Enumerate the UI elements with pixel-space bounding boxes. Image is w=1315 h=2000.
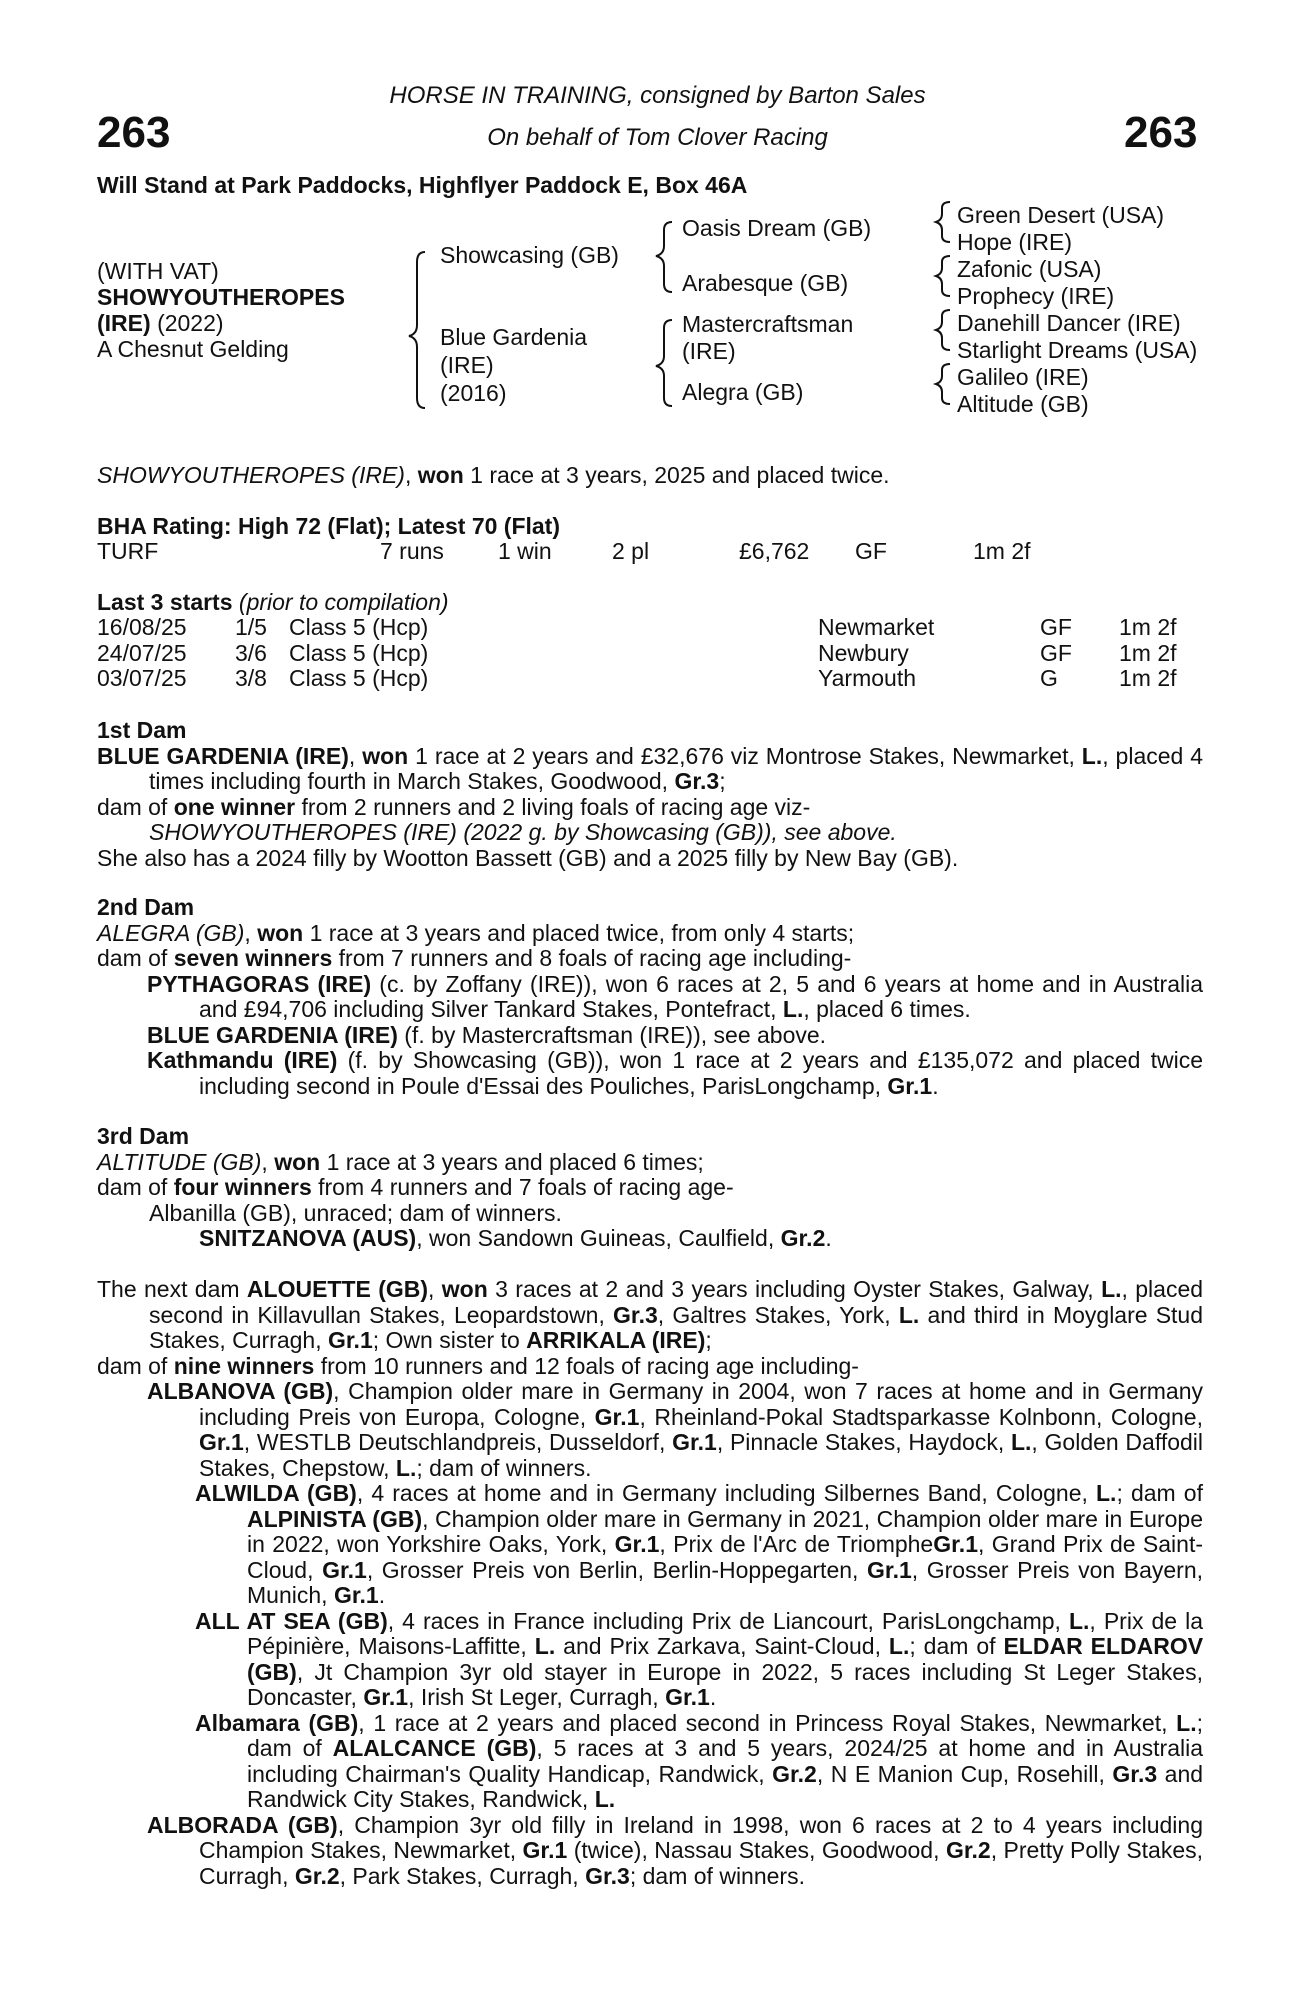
third-dam-record: ALTITUDE (GB), won 1 race at 3 years and placed 6 times; (97, 1148, 704, 1175)
start-distance: 1m 2f (1119, 614, 1177, 640)
progeny-detail: , Irish St Leger, Curragh, (408, 1684, 659, 1710)
sale-title: HORSE IN TRAINING, consigned by Barton Sales (389, 82, 926, 109)
second-dam-section (97, 895, 1203, 1099)
brace-ss (936, 202, 950, 242)
record-text: The next dam (97, 1276, 240, 1302)
group-label: Gr.1 (594, 1403, 640, 1430)
third-dam-section (97, 1124, 1203, 1252)
progeny-entry-alborada (97, 1813, 1203, 1890)
next-dam-record: The next dam ALOUETTE (GB), won 3 races at 2 and 3 years including Oyster Stakes, Galway, L., placed second in Killavullan Stakes, Leopardstown, Gr.3, Galtres Stakes, York, L. and third in Moyglare Stud Stakes, Curragh, Gr.1; Own sister to ARRIKALA (IRE); (97, 1276, 1204, 1353)
progeny-name: SHOWYOUTHEROPES (IRE) (149, 819, 457, 845)
winners-count: four winners (173, 1174, 312, 1200)
progeny-detail: ; dam of winners. (629, 1862, 805, 1889)
group-label: Gr.3 (585, 1862, 630, 1889)
start-going: G (1040, 665, 1058, 691)
start-date: 24/07/25 (97, 639, 187, 666)
progeny-name: ALBORADA (GB) (147, 1811, 338, 1838)
first-dam-name: BLUE GARDENIA (IRE) (97, 742, 349, 769)
dam-of-label: dam of (97, 1352, 168, 1379)
dam-of-label: dam of (97, 793, 168, 820)
group-label: Gr.1 (672, 1429, 717, 1455)
progeny-name: Kathmandu (IRE) (147, 1047, 338, 1073)
progeny-detail: . (709, 1684, 717, 1710)
progeny-detail: , Rheinland-Pokal Stadtsparkasse Kolnbonn, Cologne, (639, 1403, 1203, 1430)
turf-prize: £6,762 (739, 538, 810, 564)
start-distance: 1m 2f (1119, 639, 1177, 666)
progeny-detail: , 4 races in France including Prix de Liancourt, ParisLongchamp, (387, 1607, 1061, 1634)
listed-label: L. (888, 1633, 910, 1659)
progeny-detail: , Grosser Preis von Berlin, Berlin-Hoppegarten, (366, 1556, 859, 1583)
group-label: Gr.1 (665, 1684, 710, 1710)
record-text: from 4 runners and 7 foals of racing age- (318, 1174, 734, 1200)
winners-count: one winner (173, 793, 296, 820)
progeny-detail: ; dam of (1116, 1480, 1203, 1506)
progeny-detail: , WESTLB Deutschlandpreis, Dusseldorf, (243, 1429, 666, 1455)
progeny-entry-albanova (97, 1379, 1203, 1481)
start-going: GF (1040, 639, 1072, 666)
won-label: won (274, 1148, 321, 1175)
first-dam-produce (97, 795, 1203, 821)
horse-name: SHOWYOUTHEROPES (97, 284, 345, 310)
g3-dss: Danehill Dancer (IRE) (957, 310, 1181, 336)
dam-of-label: dam of (97, 1174, 168, 1200)
record-text: 3 races at 2 and 3 years including Oyster Stakes, Galway, (495, 1276, 1094, 1302)
horse-year: (2022) (157, 310, 224, 336)
group-label: Gr.1 (867, 1556, 912, 1583)
group-label: Gr.1 (933, 1531, 978, 1557)
turf-wins: 1 win (498, 538, 552, 564)
progeny-detail: ; dam of (909, 1633, 996, 1659)
last3-row (97, 615, 1227, 641)
third-dam-produce (97, 1175, 1203, 1201)
brace-dd (936, 364, 950, 404)
progeny-name: ALBANOVA (GB) (147, 1378, 334, 1404)
listed-label: L. (1010, 1429, 1032, 1455)
turf-going: GF (855, 538, 887, 564)
start-date: 16/08/25 (97, 614, 187, 640)
g3-dds: Galileo (IRE) (957, 364, 1089, 390)
grand-progeny-name: ALPINISTA (GB) (247, 1505, 423, 1532)
group-label: Gr.2 (772, 1760, 817, 1787)
group-label: Gr.1 (199, 1429, 244, 1455)
progeny-name: ALWILDA (GB) (195, 1480, 357, 1506)
progeny-name: ALL AT SEA (GB) (195, 1607, 388, 1634)
listed-label: L. (395, 1454, 417, 1481)
progeny-detail: ; dam of (247, 1709, 1203, 1761)
progeny-detail: , 5 races at 3 and 5 years, 2024/25 at home and in Australia including Chairman's Quality Handicap, Randwick, (247, 1735, 1204, 1787)
brace-ds (936, 310, 950, 350)
listed-label: L. (1068, 1607, 1090, 1634)
group-label: Gr.3 (1112, 1760, 1158, 1787)
start-position: 3/8 (235, 665, 267, 691)
group-label: Gr.1 (522, 1837, 568, 1863)
group-label: Gr.1 (333, 1582, 379, 1608)
sister-name: ARRIKALA (IRE) (526, 1327, 706, 1353)
listed-label: L. (594, 1786, 616, 1812)
start-class: Class 5 (Hcp) (289, 639, 429, 666)
progeny-detail: , Prix de la Pépinière, Maisons-Laffitte, (247, 1607, 1204, 1659)
brace-dam (656, 320, 672, 406)
progeny-entry (97, 972, 1203, 1023)
vat-label: (WITH VAT) (97, 258, 219, 284)
progeny-detail: (c. by Zoffany (IRE)), won 6 races at 2, 5 and 6 years at home and in Australia and £94,706 including Silver Tankard Stakes, Pontefract, (199, 970, 1204, 1022)
record-text: from 7 runners and 8 foals of racing age including- (338, 945, 852, 971)
start-course: Yarmouth (818, 665, 917, 691)
progeny-name: SNITZANOVA (AUS) (199, 1225, 417, 1251)
progeny-detail: and Prix Zarkava, Saint-Cloud, (563, 1633, 881, 1659)
g3-sds: Zafonic (USA) (957, 256, 1102, 282)
record-text: from 10 runners and 12 foals of racing age including- (320, 1352, 859, 1379)
sire: Showcasing (GB) (440, 242, 619, 268)
last3-note: (prior to compilation) (238, 589, 449, 615)
progeny-detail: ; dam of winners. (416, 1454, 592, 1481)
g3-dsd: Starlight Dreams (USA) (957, 337, 1198, 363)
first-dam-also: She also has a 2024 filly by Wootton Bassett (GB) and a 2025 filly by New Bay (GB). (97, 844, 959, 871)
progeny-detail: , 1 race at 2 years and placed second in Princess Royal Stakes, Newmarket, (358, 1709, 1168, 1736)
record-text: ; (719, 768, 726, 794)
turf-surface: TURF (97, 538, 159, 564)
progeny-detail: . (378, 1582, 386, 1608)
brace-sd (936, 256, 950, 296)
progeny-name: BLUE GARDENIA (IRE) (147, 1021, 398, 1048)
dam-sire-line2: (IRE) (682, 338, 736, 364)
sire-dam: Arabesque (GB) (682, 270, 849, 296)
third-dam-name: ALTITUDE (GB) (97, 1148, 262, 1175)
summary-won: won (417, 462, 464, 488)
progeny-entry-albamara (97, 1711, 1203, 1813)
summary-rest: 1 race at 3 years, 2025 and placed twice. (470, 462, 890, 488)
progeny-name: PYTHAGORAS (IRE) (147, 970, 372, 997)
progeny-detail: , Champion 3yr old filly in Ireland in 1998, won 6 races at 2 to 4 years including Champion Stakes, Newmarket, (199, 1811, 1203, 1863)
progeny-detail: , Golden Daffodil Stakes, Chepstow, (199, 1429, 1204, 1481)
dam-of-label: dam of (97, 945, 168, 971)
brace-main (409, 252, 425, 408)
progeny-detail: , Pinnacle Stakes, Haydock, (716, 1429, 1005, 1455)
dam-line3: (2016) (440, 380, 507, 406)
start-class: Class 5 (Hcp) (289, 665, 429, 691)
group-label: Gr.2 (294, 1862, 340, 1889)
turf-distance: 1m 2f (973, 538, 1031, 564)
record-text: 1 race at 2 years and £32,676 viz Montrose Stakes, Newmarket, (415, 742, 1075, 769)
start-course: Newbury (818, 639, 909, 666)
second-dam-heading: 2nd Dam (97, 894, 195, 920)
last3-row (97, 641, 1227, 667)
progeny-detail: , won Sandown Guineas, Caulfield, (416, 1225, 775, 1251)
second-dam-produce (97, 946, 1203, 972)
progeny-detail: , Grosser Preis von Bayern, Munich, (247, 1556, 1204, 1608)
record-text: , Galtres Stakes, York, (657, 1301, 891, 1328)
start-position: 1/5 (235, 614, 267, 640)
group-label: Gr.3 (613, 1301, 658, 1328)
start-position: 3/6 (235, 639, 267, 666)
progeny-detail: , placed 6 times. (803, 996, 971, 1022)
next-dam-name: ALOUETTE (GB) (246, 1276, 429, 1302)
progeny-detail: . (932, 1072, 939, 1099)
brace-sire (656, 222, 672, 292)
group-label: Gr.1 (887, 1072, 933, 1099)
start-going: GF (1040, 614, 1072, 640)
progeny-entry: Albanilla (GB), unraced; dam of winners. (149, 1199, 562, 1226)
listed-label: L. (898, 1301, 920, 1328)
listed-label: L. (1176, 1709, 1197, 1736)
second-dam-name: ALEGRA (GB) (97, 919, 245, 946)
progeny-entry-alwilda (97, 1481, 1203, 1609)
record-text: , placed 4 times including fourth in March Stakes, Goodwood, (149, 742, 1204, 794)
start-course: Newmarket (818, 614, 935, 640)
sire-sire: Oasis Dream (GB) (682, 215, 872, 241)
progeny-entry-allatsea (97, 1609, 1203, 1711)
first-dam-record: BLUE GARDENIA (IRE), won 1 race at 2 years and £32,676 viz Montrose Stakes, Newmarket, L., placed 4 times including fourth in March Stakes, Goodwood, Gr.3; (97, 742, 1204, 794)
second-dam-record: ALEGRA (GB), won 1 race at 3 years and placed twice, from only 4 starts; (97, 919, 855, 946)
progeny-detail: (f. by Showcasing (GB)), won 1 race at 2 years and £135,072 and placed twice including second in Poule d'Essai des Pouliches, ParisLongchamp, (199, 1047, 1203, 1099)
progeny-detail: (twice), Nassau Stakes, Goodwood, (573, 1837, 940, 1863)
last3-table (97, 615, 1227, 692)
progeny-detail: . (825, 1225, 832, 1251)
third-dam-heading: 3rd Dam (97, 1123, 190, 1149)
grand-progeny-name: ELDAR ELDAROV (GB) (247, 1633, 1204, 1685)
progeny-detail: , Grand Prix de Saint-Cloud, (247, 1531, 1204, 1583)
dam-dam: Alegra (GB) (682, 379, 804, 405)
last3-title: Last 3 starts (97, 589, 233, 615)
group-label: Gr.1 (322, 1556, 367, 1583)
progeny-detail: , Pretty Polly Stakes, Curragh, (199, 1837, 1204, 1889)
progeny-detail: , Champion older mare in Germany in 2004, won 7 races at home and in Germany including Preis von Europa, Cologne, (199, 1378, 1203, 1430)
group-label: Gr.1 (327, 1327, 373, 1353)
turf-placed: 2 pl (612, 538, 650, 564)
last3-row (97, 666, 1227, 692)
g3-sdd: Prophecy (IRE) (957, 283, 1115, 309)
first-dam-section (97, 718, 1203, 871)
dam-line2: (IRE) (440, 352, 494, 378)
record-text: and third in Moyglare Stud Stakes, Curragh, (149, 1301, 1204, 1353)
won-label: won (441, 1276, 488, 1302)
record-text: , placed second in Killavullan Stakes, Leopardstown, (149, 1276, 1204, 1328)
race-summary: SHOWYOUTHEROPES (IRE), won 1 race at 3 years, 2025 and placed twice. (97, 462, 890, 488)
group-label: Gr.2 (945, 1837, 991, 1863)
last3-heading (97, 590, 449, 616)
record-text: 1 race at 3 years and placed 6 times; (326, 1148, 704, 1175)
progeny-detail: (f. by Mastercraftsman (IRE)), see above. (404, 1021, 827, 1048)
g3-ddd: Altitude (GB) (957, 391, 1089, 417)
lot-number-right: 263 (1124, 108, 1198, 157)
progeny-entry (97, 1048, 1203, 1099)
listed-label: L. (782, 996, 804, 1022)
first-dam-progeny (97, 820, 1203, 846)
listed-label: L. (1096, 1480, 1117, 1506)
g3-ssd: Hope (IRE) (957, 229, 1073, 255)
record-text: ; (705, 1327, 712, 1353)
turf-runs: 7 runs (380, 538, 444, 564)
start-date: 03/07/25 (97, 665, 187, 691)
progeny-detail: , N E Manion Cup, Rosehill, (816, 1760, 1105, 1787)
group-label: Gr.1 (614, 1531, 660, 1557)
progeny-detail: and Randwick City Stakes, Randwick, (247, 1760, 1204, 1812)
grand-progeny-name: ALALCANCE (GB) (332, 1735, 537, 1761)
winners-count: seven winners (173, 945, 333, 971)
listed-label: L. (1081, 742, 1103, 769)
progeny-detail: , Champion older mare in Germany in 2021, Champion older mare in Europe in 2022, won Yorkshire Oaks, York, (247, 1505, 1203, 1557)
progeny-detail: , 4 races at home and in Germany including Silbernes Band, Cologne, (356, 1480, 1088, 1506)
listed-label: L. (1101, 1276, 1122, 1302)
g3-sss: Green Desert (USA) (957, 202, 1165, 228)
record-text: 1 race at 3 years and placed twice, from only 4 starts; (309, 919, 855, 946)
summary-name: SHOWYOUTHEROPES (IRE) (97, 462, 405, 488)
record-text: from 2 runners and 2 living foals of racing age viz- (301, 793, 811, 820)
group-label: Gr.2 (780, 1225, 826, 1251)
progeny-entry (97, 1023, 1203, 1049)
lot-number-left: 263 (97, 108, 171, 157)
horse-description: A Chesnut Gelding (97, 336, 289, 362)
won-label: won (362, 742, 409, 769)
won-label: won (257, 919, 304, 946)
progeny-name: Albamara (GB) (195, 1709, 359, 1736)
start-class: Class 5 (Hcp) (289, 614, 429, 640)
dam-line1: Blue Gardenia (440, 324, 588, 350)
turf-record (97, 539, 1227, 565)
next-dam-produce (97, 1354, 1203, 1380)
progeny-detail: , Prix de l'Arc de Triomphe (659, 1531, 934, 1557)
progeny-detail: (2022 g. by Showcasing (GB)), see above. (463, 819, 897, 845)
first-dam-heading: 1st Dam (97, 717, 187, 743)
listed-label: L. (534, 1633, 556, 1659)
horse-country: (IRE) (97, 310, 151, 336)
vendor-line: On behalf of Tom Clover Racing (487, 124, 828, 151)
group-label: Gr.1 (363, 1684, 409, 1710)
group-label: Gr.3 (674, 768, 720, 794)
record-text: ; Own sister to (372, 1327, 520, 1353)
start-distance: 1m 2f (1119, 665, 1177, 691)
progeny-entry (97, 1226, 1203, 1252)
dam-sire-line1: Mastercraftsman (682, 311, 854, 337)
progeny-detail: , Park Stakes, Curragh, (339, 1862, 579, 1889)
progeny-detail: , Jt Champion 3yr old stayer in Europe in 2022, 5 races including St Leger Stakes, Doncaster, (247, 1658, 1203, 1710)
bha-rating: BHA Rating: High 72 (Flat); Latest 70 (Flat) (97, 513, 560, 539)
winners-count: nine winners (173, 1352, 315, 1379)
stand-location: Will Stand at Park Paddocks, Highflyer Paddock E, Box 46A (97, 172, 748, 198)
next-dam-section (97, 1277, 1203, 1889)
